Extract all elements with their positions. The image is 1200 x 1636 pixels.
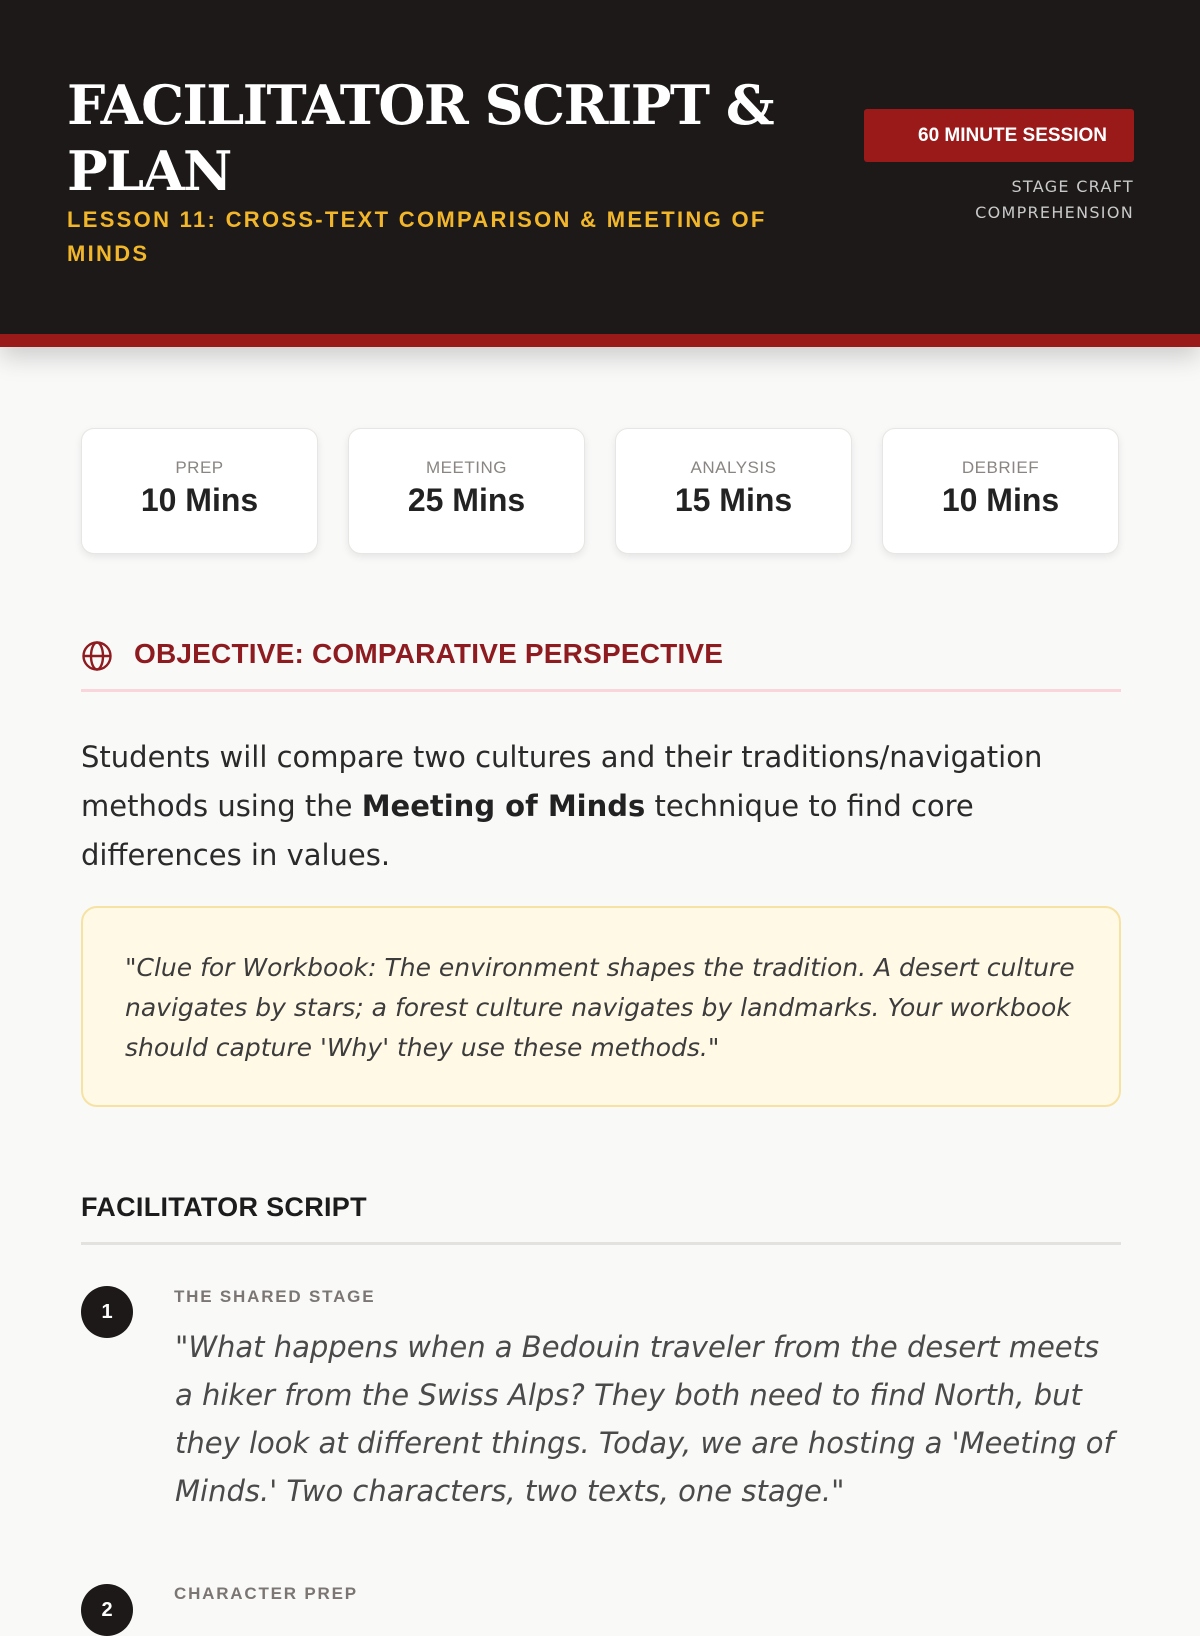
step-label: THE SHARED STAGE [174, 1287, 376, 1306]
stat-card-debrief [882, 428, 1119, 554]
page-title: FACILITATOR SCRIPT & PLAN [67, 73, 774, 203]
step-quote: "What happens when a Bedouin traveler from the desert meets a hiker from the Swiss Alps? They both need to find North, but they look at different things. Today, we are hosting a 'Meeting of Minds.' Two characters, two texts, one stage." [175, 1330, 1114, 1508]
stat-value: 10 Mins [140, 482, 259, 518]
lesson-subtitle: LESSON 11: CROSS-TEXT COMPARISON & MEETING OF MINDS [67, 207, 767, 266]
objective-text-start: Students will compare two cultures and their traditions/navigation methods using the [81, 740, 1043, 823]
stat-value: 25 Mins [407, 482, 526, 518]
stat-label: ANALYSIS [690, 458, 777, 477]
globe-icon [81, 640, 113, 672]
session-duration-badge [864, 109, 1134, 162]
stat-value: 10 Mins [941, 482, 1060, 518]
step-number-badge: 1 [81, 1286, 133, 1338]
stat-card-meeting [348, 428, 585, 554]
objective-description [81, 733, 1121, 880]
objective-text-end: technique to find core differences in values. [81, 789, 974, 872]
step-label: CHARACTER PREP [174, 1584, 358, 1603]
stat-value: 15 Mins [674, 482, 793, 518]
technique-name: Meeting of Minds [361, 789, 646, 823]
stat-card-prep [81, 428, 318, 554]
header-accent-line [0, 334, 1200, 347]
workbook-clue-text: "Clue for Workbook: The environment shapes the tradition. A desert culture navigates by stars; a forest culture navigates by landmarks. Your workbook should capture 'Why' they use these methods." [125, 953, 1075, 1062]
script-section-heading [81, 1189, 1121, 1245]
session-duration-label: 60 MINUTE SESSION [918, 124, 1107, 146]
stat-label: DEBRIEF [961, 458, 1040, 477]
stat-card-analysis [615, 428, 852, 554]
objective-heading [81, 636, 1121, 692]
script-heading-text: FACILITATOR SCRIPT [81, 1192, 367, 1222]
stat-label: MEETING [426, 458, 507, 477]
workbook-clue-callout [81, 906, 1121, 1107]
course-name: STAGE CRAFT COMPREHENSION [975, 177, 1134, 222]
step-number-badge: 2 [81, 1584, 133, 1636]
objective-title: OBJECTIVE: COMPARATIVE PERSPECTIVE [134, 638, 724, 669]
stat-label: PREP [175, 458, 224, 477]
